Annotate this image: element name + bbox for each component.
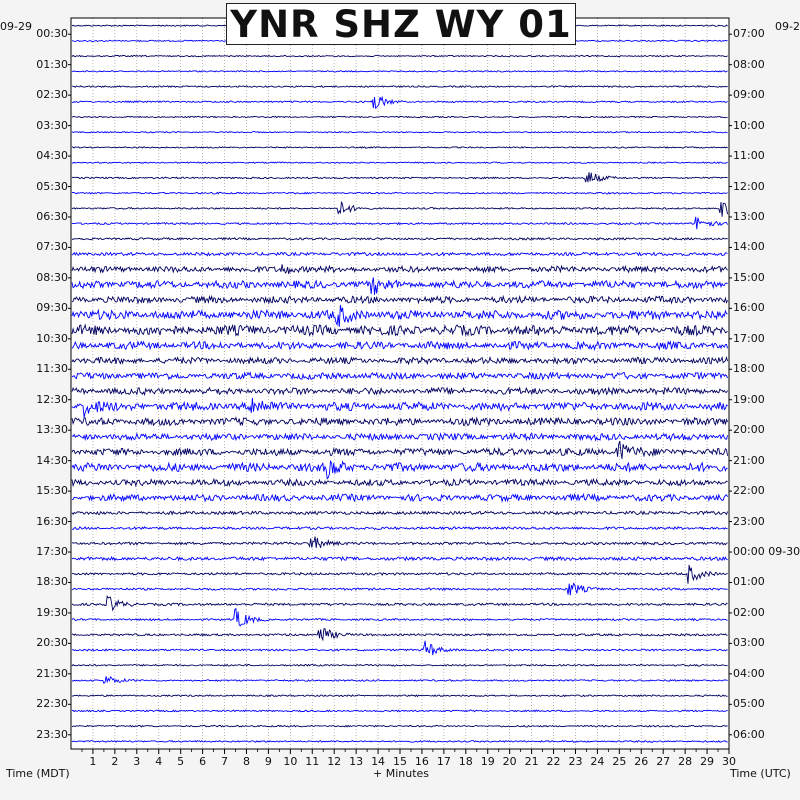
right-hour-label: 07:00 xyxy=(733,27,765,41)
left-hour-label: 22:30 xyxy=(36,697,68,711)
x-tick-label: 4 xyxy=(155,755,163,768)
right-hour-label: 04:00 xyxy=(733,666,765,680)
x-tick-label: 13 xyxy=(349,755,364,768)
x-tick-label: 6 xyxy=(199,755,207,768)
x-tick-label: 27 xyxy=(656,755,671,768)
x-tick-label: 3 xyxy=(133,755,141,768)
x-tick-label: 16 xyxy=(414,755,429,768)
left-hour-label: 23:30 xyxy=(36,727,68,741)
left-hour-label: 11:30 xyxy=(36,362,68,376)
right-hour-label: 23:00 xyxy=(733,514,765,528)
x-tick-label: 19 xyxy=(480,755,495,768)
left-hour-label: 13:30 xyxy=(36,423,68,437)
right-hour-label: 19:00 xyxy=(733,392,765,406)
right-hour-label: 13:00 xyxy=(733,209,765,223)
x-tick-label: 8 xyxy=(242,755,250,768)
left-hour-label: 15:30 xyxy=(36,484,68,498)
right-hour-label: 17:00 xyxy=(733,331,765,345)
right-hour-label: 18:00 xyxy=(733,362,765,376)
x-tick-label: 22 xyxy=(546,755,561,768)
x-tick-label: 17 xyxy=(436,755,451,768)
x-tick-label: 10 xyxy=(283,755,298,768)
left-hour-label: 09:30 xyxy=(36,301,68,315)
x-tick-label: 15 xyxy=(393,755,407,768)
left-hour-label: 01:30 xyxy=(36,57,68,71)
right-hour-label: 02:00 xyxy=(733,605,765,619)
right-hour-label: 20:00 xyxy=(733,423,765,437)
left-hour-label: 05:30 xyxy=(36,179,68,193)
left-axis-label: Time (MDT) xyxy=(6,767,70,780)
left-hour-label: 03:30 xyxy=(36,118,68,132)
left-hour-label: 20:30 xyxy=(36,636,68,650)
right-hour-label: 14:00 xyxy=(733,240,765,254)
x-tick-label: 18 xyxy=(458,755,473,768)
left-hour-label: 02:30 xyxy=(36,88,68,102)
x-tick-label: 1 xyxy=(89,755,97,768)
left-hour-label: 12:30 xyxy=(36,392,68,406)
left-hour-label: 00:30 xyxy=(36,27,68,41)
chart-title: YNR SHZ WY 01 xyxy=(226,3,576,45)
left-hour-label: 21:30 xyxy=(36,666,68,680)
right-hour-label: 11:00 xyxy=(733,149,765,163)
x-tick-label: 29 xyxy=(700,755,715,768)
right-axis-label: Time (UTC) xyxy=(730,767,791,780)
x-tick-label: 28 xyxy=(678,755,693,768)
x-tick-label: 11 xyxy=(305,755,320,768)
x-tick-label: 26 xyxy=(634,755,649,768)
left-hour-label: 06:30 xyxy=(36,209,68,223)
left-hour-label: 14:30 xyxy=(36,453,68,467)
left-hour-label: 18:30 xyxy=(36,575,68,589)
x-tick-label: 2 xyxy=(111,755,119,768)
right-hour-label: 03:00 xyxy=(733,636,765,650)
left-hour-label: 16:30 xyxy=(36,514,68,528)
x-axis-label: + Minutes xyxy=(373,767,430,780)
x-tick-label: 20 xyxy=(502,755,517,768)
left-hour-label: 07:30 xyxy=(36,240,68,254)
left-hour-label: 19:30 xyxy=(36,605,68,619)
x-tick-label: 23 xyxy=(568,755,583,768)
x-tick-label: 5 xyxy=(177,755,185,768)
right-hour-label: 16:00 xyxy=(733,301,765,315)
x-tick-label: 7 xyxy=(221,755,229,768)
right-hour-label: 06:00 xyxy=(733,727,765,741)
x-tick-label: 24 xyxy=(590,755,605,768)
right-hour-label: 01:00 xyxy=(733,575,765,589)
right-hour-label: 22:00 xyxy=(733,484,765,498)
right-hour-label: 05:00 xyxy=(733,697,765,711)
x-tick-label: 21 xyxy=(524,755,539,768)
x-tick-label: 14 xyxy=(371,755,386,768)
right-hour-label: 08:00 xyxy=(733,57,765,71)
right-hour-label: 21:00 xyxy=(733,453,765,467)
right-hour-label: 12:00 xyxy=(733,179,765,193)
right-hour-label: 09:00 xyxy=(733,88,765,102)
x-tick-label: 30 xyxy=(722,755,736,768)
left-hour-label: 10:30 xyxy=(36,331,68,345)
right-hour-label: 10:00 xyxy=(733,118,765,132)
x-tick-label: 25 xyxy=(612,755,627,768)
x-tick-label: 9 xyxy=(264,755,272,768)
left-hour-label: 08:30 xyxy=(36,270,68,284)
left-hour-label: 04:30 xyxy=(36,149,68,163)
x-tick-label: 12 xyxy=(327,755,342,768)
right-hour-label: 15:00 xyxy=(733,270,765,284)
start-date-right: 09-2 xyxy=(775,20,800,33)
right-hour-label: 00:00 09-30 xyxy=(733,545,800,559)
left-hour-label: 17:30 xyxy=(36,545,68,559)
start-date-left: 09-29 xyxy=(0,20,32,33)
